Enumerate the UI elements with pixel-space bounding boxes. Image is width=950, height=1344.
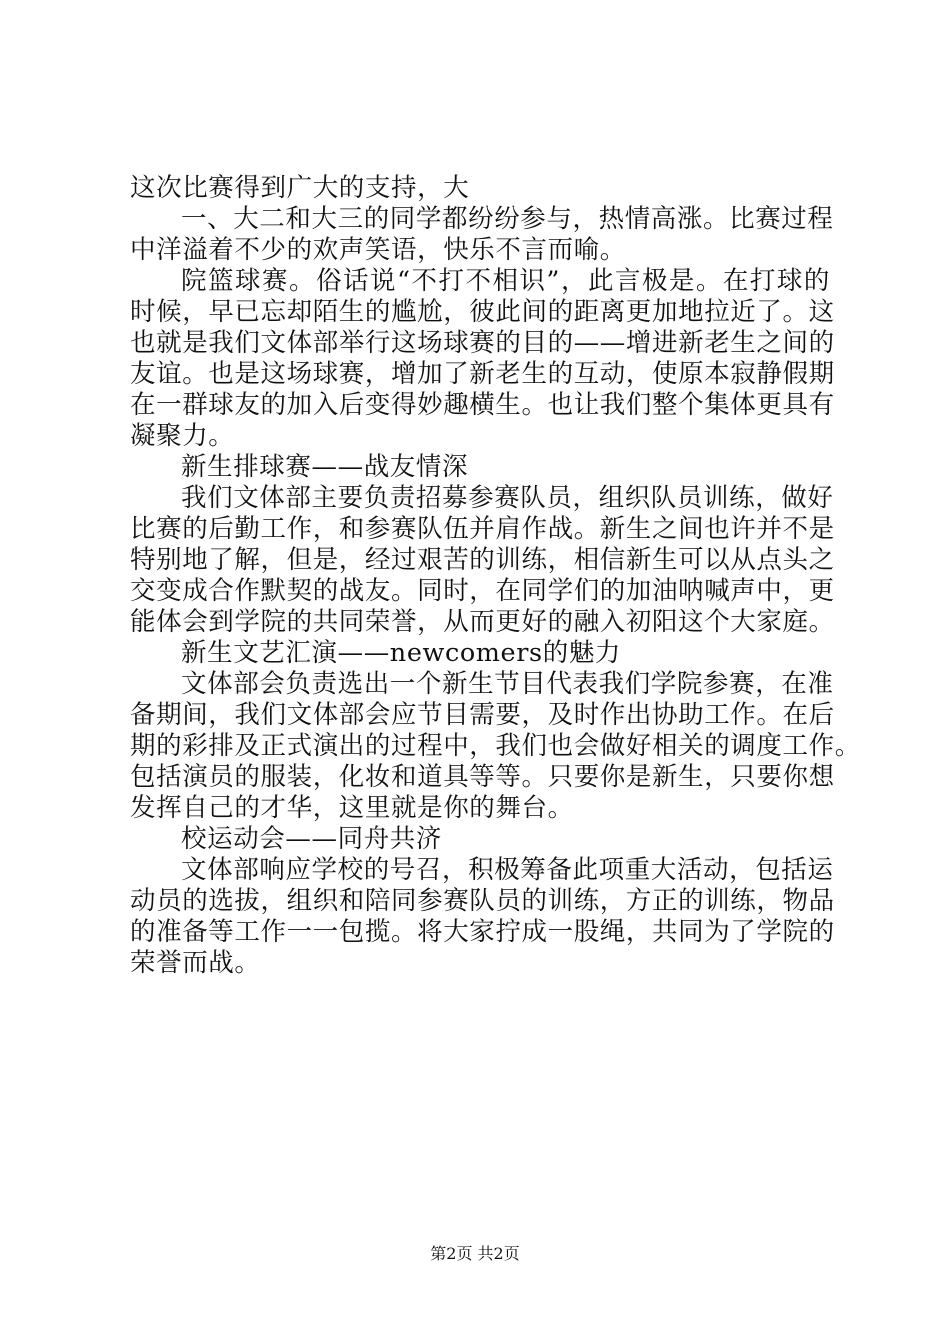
page-number-label: 第2页 共2页	[430, 1244, 520, 1263]
text-line: 动员的选拔，组织和陪同参赛队员的训练，方正的训练，物品	[130, 886, 835, 916]
text-line: 这次比赛得到广大的支持，大	[130, 173, 470, 203]
document-body	[130, 173, 861, 979]
text-line: 时候，早已忘却陌生的尴尬，彼此间的距离更加地拉近了。这	[130, 297, 835, 327]
text-line: 包括演员的服装，化妆和道具等等。只要你是新生，只要你想	[130, 762, 835, 792]
text-line: 比赛的后勤工作，和参赛队伍并肩作战。新生之间也许并不是	[130, 514, 835, 544]
text-line: 文体部会负责选出一个新生节目代表我们学院参赛，在准	[181, 669, 834, 699]
text-line: 在一群球友的加入后变得妙趣横生。也让我们整个集体更具有	[130, 390, 835, 420]
text-line: 的准备等工作一一包揽。将大家拧成一股绳，共同为了学院的	[130, 917, 835, 947]
page-footer	[0, 1244, 950, 1264]
text-line: 友谊。也是这场球赛，增加了新老生的互动，使原本寂静假期	[130, 359, 835, 389]
text-line: 期的彩排及正式演出的过程中，我们也会做好相关的调度工作。	[130, 731, 861, 761]
text-line: 也就是我们文体部举行这场球赛的目的——增进新老生之间的	[130, 328, 835, 358]
text-line: 发挥自己的才华，这里就是你的舞台。	[130, 793, 574, 823]
text-line: 一、大二和大三的同学都纷纷参与，热情高涨。比赛过程	[181, 204, 834, 234]
text-line: 特别地了解，但是，经过艰苦的训练，相信新生可以从点头之	[130, 545, 835, 575]
text-line: 凝聚力。	[130, 421, 235, 451]
text-line: 能体会到学院的共同荣誉，从而更好的融入初阳这个大家庭。	[130, 607, 835, 637]
text-line: 交变成合作默契的战友。同时，在同学们的加油呐喊声中，更	[130, 576, 835, 606]
text-line: 我们文体部主要负责招募参赛队员，组织队员训练，做好	[181, 483, 834, 513]
text-line: 中洋溢着不少的欢声笑语，快乐不言而喻。	[130, 235, 626, 265]
text-line: 院篮球赛。俗话说“不打不相识”，此言极是。在打球的	[181, 266, 830, 296]
text-line: 新生排球赛——战友情深	[181, 452, 469, 482]
text-line: 新生文艺汇演——newcomers的魅力	[181, 638, 622, 668]
text-line: 备期间，我们文体部会应节目需要，及时作出协助工作。在后	[130, 700, 835, 730]
text-lines	[130, 173, 861, 979]
text-line: 文体部响应学校的号召，积极筹备此项重大活动，包括运	[181, 855, 834, 885]
text-line: 荣誉而战。	[130, 948, 261, 978]
text-line: 校运动会——同舟共济	[181, 824, 443, 854]
